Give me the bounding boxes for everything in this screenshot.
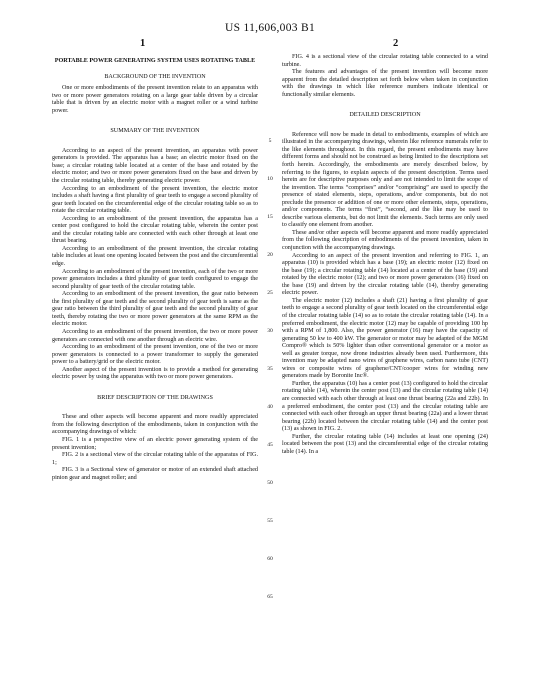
- left-column: [52, 54, 258, 482]
- patent-number: US 11,606,003 B1: [225, 22, 315, 34]
- paragraph: FIG. 4 is a sectional view of the circular rotating table connected to a wind turbine.: [282, 54, 488, 68]
- paragraph: According to an embodiment of the present invention, one of the two or more power generators is connected to a power transformer to supply the generated power to a battery/grid or the electric motor.: [52, 344, 258, 366]
- line-number: 5: [268, 138, 272, 144]
- line-number: 15: [267, 214, 273, 220]
- invention-title: PORTABLE POWER GENERATING SYSTEM USES ROTATING TABLE: [54, 58, 256, 64]
- line-number: 20: [267, 252, 273, 258]
- paragraph: FIG. 3 is a Sectional view of generator or motor of an extended shaft attached pinion gear and magnet roller; and: [52, 467, 258, 481]
- paragraph: Further, the circular rotating table (14) includes at least one opening (24) located between the post (13) and the circumferential edge of the circular rotating table (14). In a: [282, 433, 488, 455]
- paragraph: These and other aspects will become apparent and more readily appreciated from the following description of the embodiments, taken in conjunction with the accompanying drawings of which:: [52, 414, 258, 436]
- summary-heading: SUMMARY OF THE INVENTION: [110, 128, 200, 135]
- paragraph: One or more embodiments of the present invention relate to an apparatus with two or more power generators rotating on a large gear table driven by a circular table that is driven by an electric motor with a magnet roller or a wind turbine power.: [52, 85, 258, 114]
- paragraph: These and/or other aspects will become apparent and more readily appreciated from the following description of embodiments of the present invention, taken in conjunction with the accompanying drawings.: [282, 229, 488, 252]
- paragraph: The electric motor (12) includes a shaft (21) having a first plurality of gear teeth to engage a second plurality of gear teeth located on the circumferential edge of the circular rotating table (14) so as to rotate the circular rotating table (14). In a preferred embodiment, the electric motor (12) may be capable of providing 100 hp with a RPM of 1,800. Also, the power generator (16) may have the capacity of generating 50 kw to 400 kW. The generator or motor may be adapted of the MGM Compro® which is 50% lighter than other conventional generator or a motor as well as greater torque, now drone industries already been used. Furthermore, this invention may be adapted nano wires of graphene wires, carbon nano tube (CNT) wires or composite wires of graphene/CNT/cooper wires for winding new generators made by Boronite Inc®.: [282, 297, 488, 380]
- paragraph: According to an aspect of the present invention, an apparatus with power generators is provided. The apparatus has a base; an electric motor fixed on the base; a circular rotating table located at a center of the base and rotated by the electric motor; and two or more power generators fixed on the base and driven by the circular rotating table, thereby generating electric power.: [52, 147, 258, 185]
- right-column-number: 2: [393, 38, 399, 49]
- line-number: 45: [267, 442, 273, 448]
- line-number: 50: [267, 480, 273, 486]
- left-column-number: 1: [140, 38, 146, 49]
- drawings-heading: BRIEF DESCRIPTION OF THE DRAWINGS: [97, 394, 213, 401]
- line-number: 10: [267, 176, 273, 182]
- right-column: [282, 54, 488, 456]
- paragraph: FIG. 1 is a perspective view of an electric power generating system of the present invention;: [52, 436, 258, 451]
- line-number: 35: [267, 366, 273, 372]
- background-heading: BACKGROUND OF THE INVENTION: [104, 73, 206, 80]
- paragraph: Reference will now be made in detail to embodiments, examples of which are illustrated in the accompanying drawings, wherein like reference numerals refer to the like elements throughout. In this regard, the present embodiments may have different forms and should not be construed as being limited to the descriptions set forth herein. Accordingly, the embodiments are merely described below, by referring to the figures, to explain aspects of the present description. Terms used herein are for descriptive purposes only and are not intended to limit the scope of the invention. The terms “comprises” and/or “comprising” are used to specify the presence of stated elements, steps, operations, and/or components, but do not preclude the presence or addition of one or more other elements, steps, operations, and/or components. The terms “first”, “second, and the like may be used to describe various elements, but do not limit the elements. Such terms are only used to classify one element from another.: [282, 131, 488, 229]
- paragraph: FIG. 2 is a sectional view of the circular rotating table of the apparatus of FIG. 1;: [52, 452, 258, 466]
- paragraph: According to an embodiment of the present invention, the circular rotating table includes at least one opening located between the post and the circumferential edge.: [52, 245, 258, 268]
- line-number: 55: [267, 518, 273, 524]
- paragraph: According to an embodiment of the present invention, the two or more power generators are connected with one another through an electric wire.: [52, 328, 258, 343]
- line-number: 60: [267, 556, 273, 562]
- paragraph: Further, the apparatus (10) has a center post (13) configured to hold the circular rotating table (14), wherein the center post (13) and the circular rotating table (14) are connected with each other through at least one thrust bearing (22a and 22b). In a preferred embodiment, the center post (13) and the circular rotating table are connected with each other through an upper thrust bearing (22a) and a lower thrust bearing (22b) located between the circular rotating table (14) and the center post (13) as shown in FIG. 2.: [282, 380, 488, 433]
- line-number: 65: [267, 594, 273, 600]
- paragraph: Another aspect of the present invention is to provide a method for generating electric power by using the apparatus with two or more power generators.: [52, 366, 258, 381]
- line-number: 30: [267, 328, 273, 334]
- detailed-heading: DETAILED DESCRIPTION: [349, 112, 421, 119]
- paragraph: According to an aspect of the present invention and referring to FIG. 1, an apparatus (10) is provided which has a base (19); an electric motor (12) fixed on the base (19); a circular rotating table (14) located at a center of the base (19) and rotated by the electric motor (12); and two or more power generators (16) fixed on the base (19) and driven by the circular rotating table (14), thereby generating electric power.: [282, 252, 488, 297]
- paragraph: According to an embodiment of the present invention, each of the two or more power generators includes a third plurality of gear teeth configured to engage the second plurality of gear teeth of the circular rotating table.: [52, 268, 258, 290]
- paragraph: According to an embodiment of the present invention, the gear ratio between the first plurality of gear teeth and the second plurality of gear teeth is same as the gear ratio between the third plurality of gear teeth and the second plurality of gear teeth, thereby rotating the two or more power generators at the same RPM as the electric motor.: [52, 291, 258, 328]
- paragraph: The features and advantages of the present invention will become more apparent from the detailed description set forth below when taken in conjunction with the drawings in which like reference numbers indicate identical or functionally similar elements.: [282, 69, 488, 98]
- paragraph: According to an embodiment of the present invention, the apparatus has a center post configured to hold the circular rotating table, wherein the center post and the circular rotating table are connected with each other through at least one thrust bearing.: [52, 215, 258, 245]
- line-number: 25: [267, 290, 273, 296]
- paragraph: According to an embodiment of the present invention, the electric motor includes a shaft having a first plurality of gear teeth to engage a second plurality of gear teeth located on the circumferential edge of the circular rotating table so as to rotate the circular rotating table.: [52, 185, 258, 215]
- line-number: 40: [267, 404, 273, 410]
